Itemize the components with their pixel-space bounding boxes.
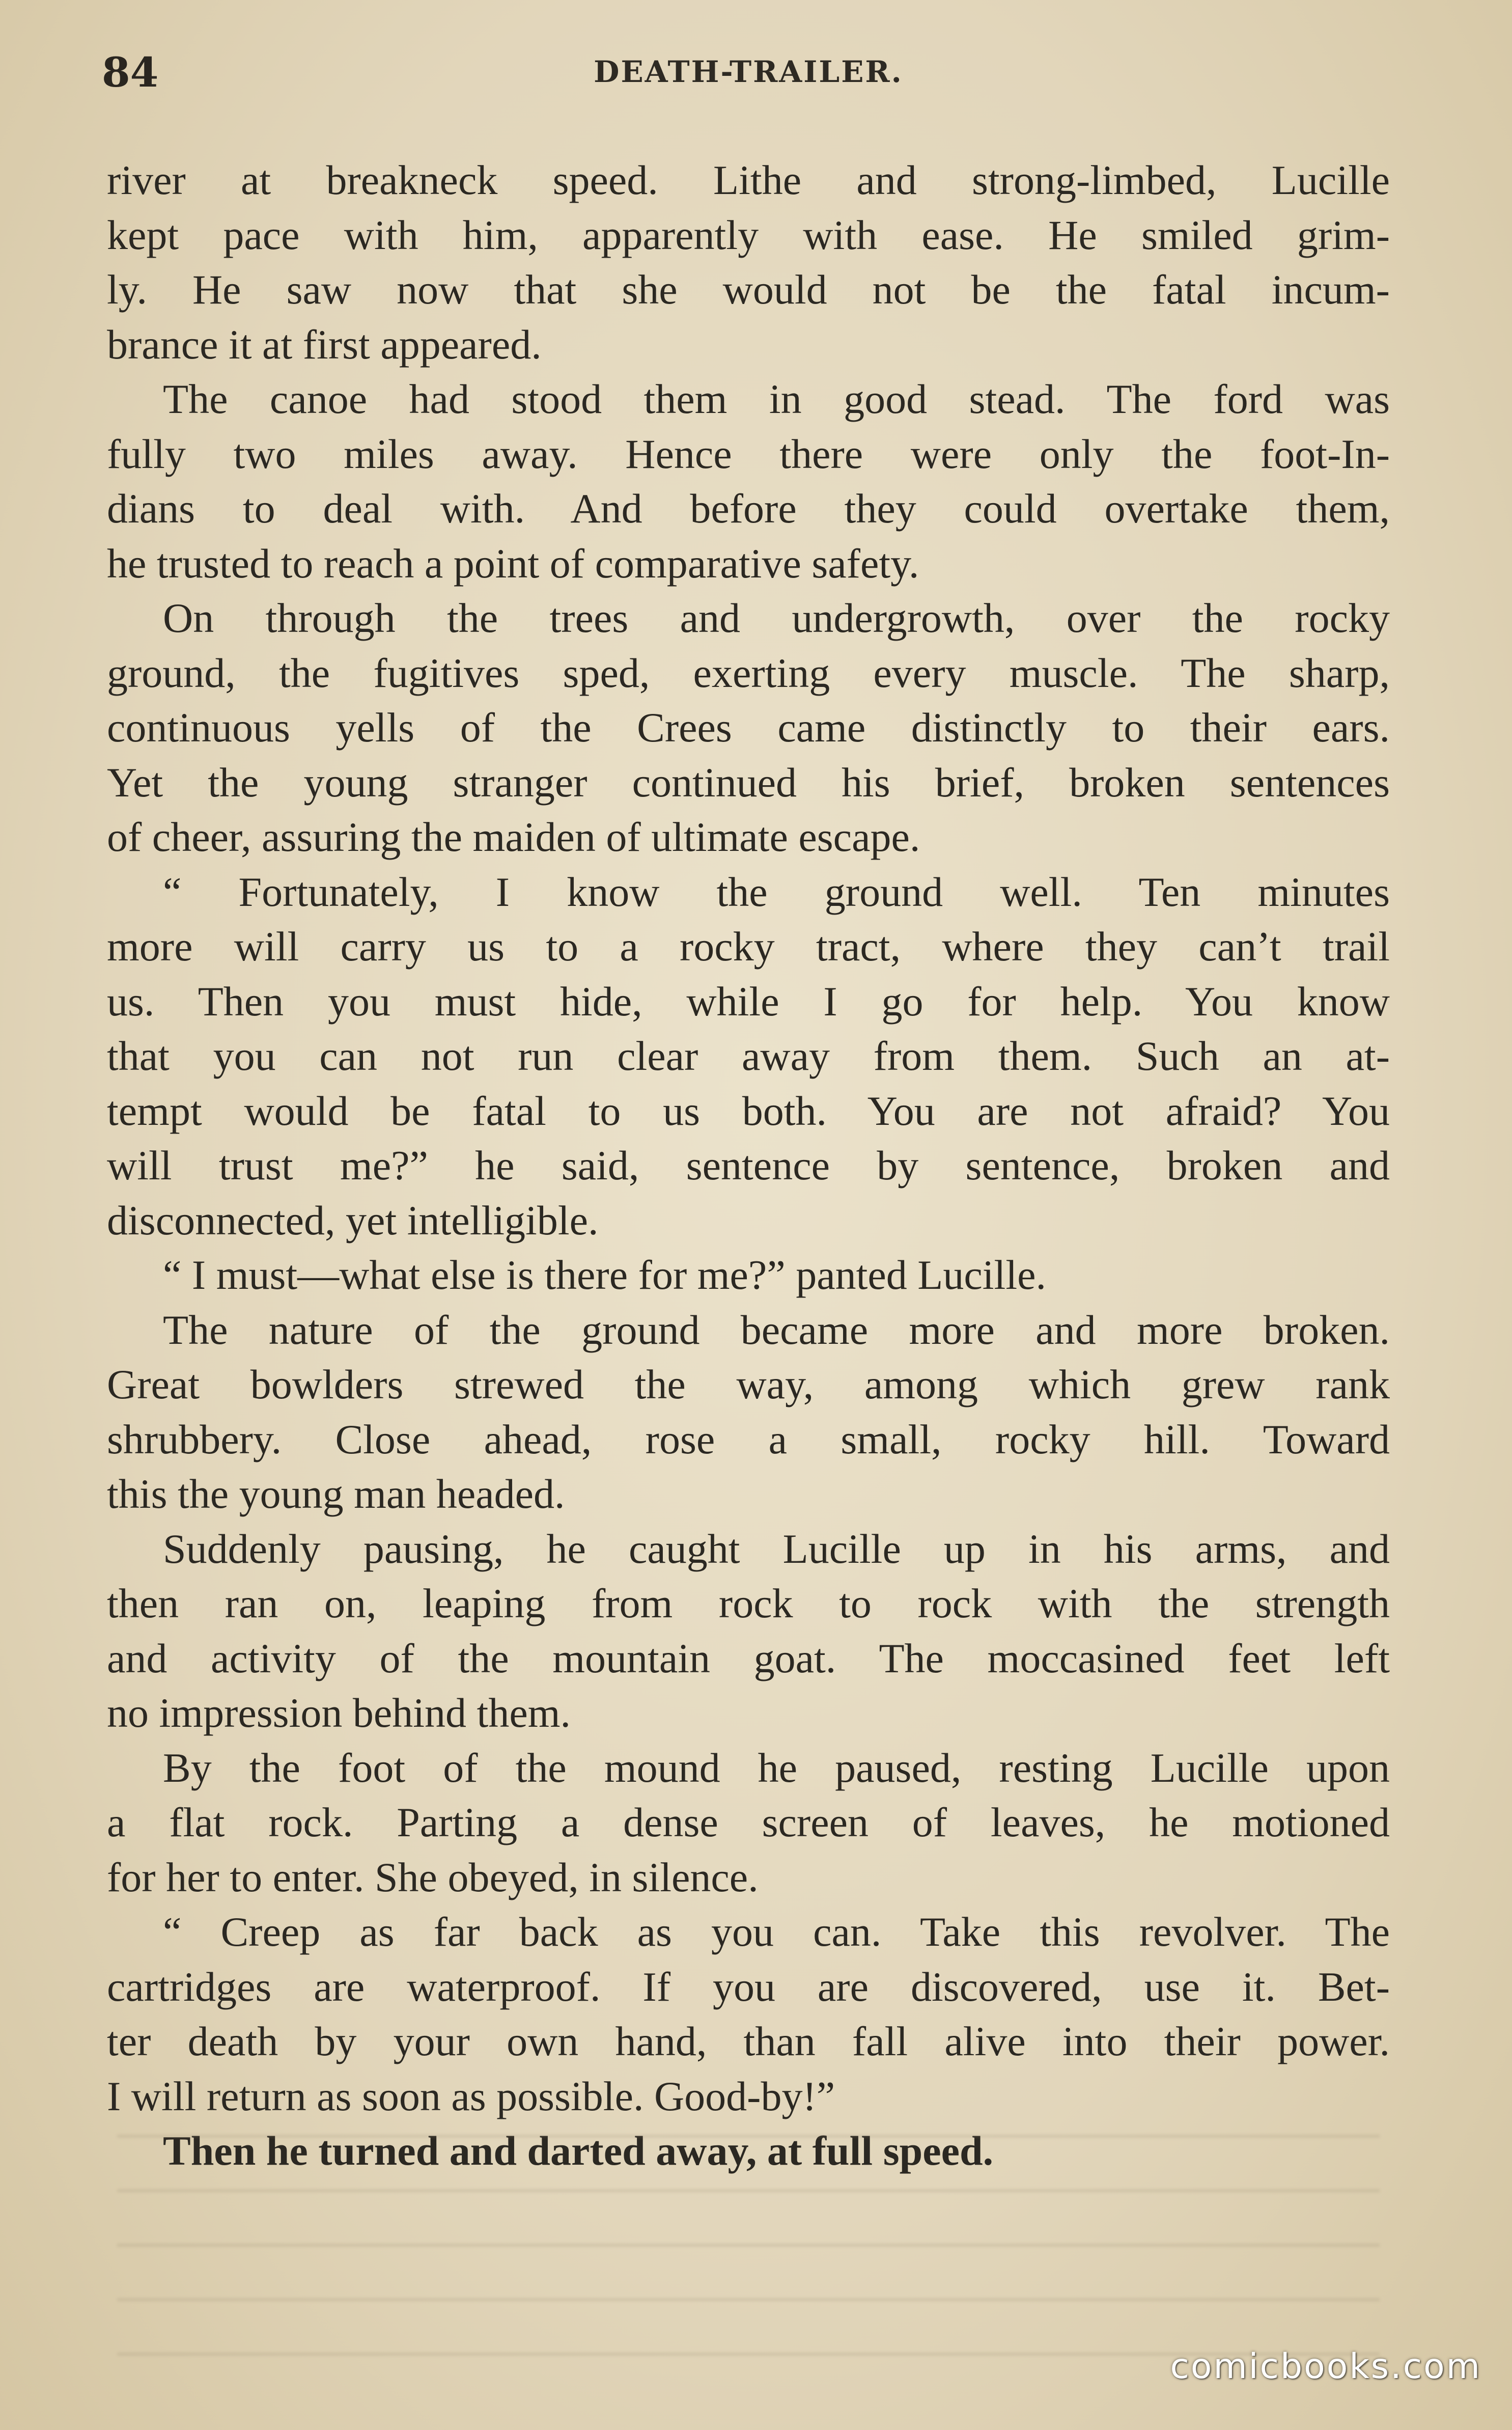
text-line: cartridges are waterproof. If you are discovered, use it. Bet-	[107, 1963, 1390, 2010]
text-line: a flat rock. Parting a dense screen of leaves, he motioned	[107, 1799, 1390, 1845]
watermark: comicbooks.com	[1170, 2346, 1481, 2387]
text-line: no impression behind them.	[107, 1690, 571, 1736]
text-line: he trusted to reach a point of comparative safety.	[107, 540, 919, 587]
text-line: “ I must—what else is there for me?” panted Lucille.	[163, 1252, 1047, 1298]
text-line: Yet the young stranger continued his brief, broken sentences	[107, 759, 1390, 806]
text-line: By the foot of the mound he paused, resting Lucille upon	[163, 1744, 1390, 1791]
text-line: more will carry us to a rocky tract, where they can’t trail	[107, 923, 1390, 970]
text-line: and activity of the mountain goat. The moccasined feet left	[107, 1635, 1390, 1681]
text-line: kept pace with him, apparently with ease. He smiled grim-	[107, 211, 1390, 258]
page-header	[102, 48, 1395, 94]
text-line: shrubbery. Close ahead, rose a small, rocky hill. Toward	[107, 1416, 1390, 1462]
text-line: tempt would be fatal to us both. You are not afraid? You	[107, 1087, 1390, 1134]
text-line: ter death by your own hand, than fall alive into their power.	[107, 2018, 1390, 2064]
text-line: “ Fortunately, I know the ground well. Ten minutes	[163, 868, 1390, 915]
text-line: Suddenly pausing, he caught Lucille up in his arms, and	[163, 1525, 1390, 1572]
text-line: The canoe had stood them in good stead. The ford was	[163, 376, 1390, 422]
text-line: Great bowlders strewed the way, among which grew rank	[107, 1361, 1390, 1407]
text-line: I will return as soon as possible. Good-by!”	[107, 2073, 835, 2119]
text-line: this the young man headed.	[107, 1471, 565, 1517]
text-line: “ Creep as far back as you can. Take this revolver. The	[163, 1909, 1390, 1955]
text-line: On through the trees and undergrowth, over the rocky	[163, 595, 1390, 641]
text-line: disconnected, yet intelligible.	[107, 1197, 599, 1244]
text-line: then ran on, leaping from rock to rock with the strength	[107, 1580, 1390, 1626]
text-line: Then he turned and darted away, at full speed.	[163, 2128, 994, 2174]
text-line: fully two miles away. Hence there were only the foot-In-	[107, 430, 1390, 477]
text-line: The nature of the ground became more and more broken.	[163, 1306, 1390, 1353]
text-line: us. Then you must hide, while I go for help. You know	[107, 978, 1390, 1025]
text-line: river at breakneck speed. Lithe and strong-limbed, Lucille	[107, 157, 1390, 203]
text-line: dians to deal with. And before they could overtake them,	[107, 485, 1390, 532]
text-line: for her to enter. She obeyed, in silence.	[107, 1854, 759, 1900]
body-text	[107, 153, 1390, 2178]
text-line: ground, the fugitives sped, exerting every muscle. The sharp,	[107, 649, 1390, 696]
text-line: will trust me?” he said, sentence by sentence, broken and	[107, 1142, 1390, 1189]
text-line: continuous yells of the Crees came distinctly to their ears.	[107, 704, 1390, 751]
bleed-through-text	[117, 2108, 1380, 2363]
text-line: ly. He saw now that she would not be the fatal incum-	[107, 266, 1390, 313]
running-head: DEATH-TRAILER.	[594, 54, 903, 89]
text-line: brance it at first appeared.	[107, 321, 542, 368]
text-line: of cheer, assuring the maiden of ultimate escape.	[107, 814, 920, 860]
text-line: that you can not run clear away from them. Such an at-	[107, 1033, 1390, 1079]
page-number: 84	[102, 48, 159, 96]
